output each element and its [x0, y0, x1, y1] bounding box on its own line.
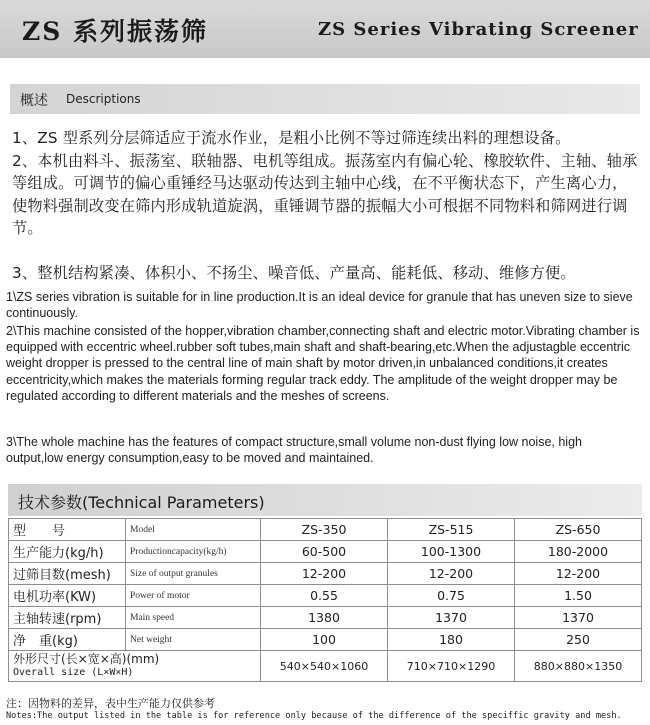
- page-title-en: ZS Series Vibrating Screener: [318, 19, 639, 40]
- descriptions-label-en: Descriptions: [66, 92, 141, 106]
- param-cn-label: 电机功率(KW): [9, 585, 126, 607]
- param-value: 250: [515, 629, 642, 651]
- param-value: 60-500: [261, 541, 388, 563]
- descriptions-label-cn: 概述: [20, 93, 48, 109]
- param-value: 100-1300: [388, 541, 515, 563]
- param-size-label: [9, 651, 261, 682]
- table-row: [9, 651, 642, 682]
- param-value: 100: [261, 629, 388, 651]
- param-value: 1370: [388, 607, 515, 629]
- table-row: [9, 607, 642, 629]
- param-value: 1.50: [515, 585, 642, 607]
- param-value: ZS-650: [515, 519, 642, 541]
- param-cn-label: 外形尺寸(长×宽×高)(mm): [13, 652, 160, 666]
- table-row: [9, 629, 642, 651]
- param-value: 180-2000: [515, 541, 642, 563]
- cn-paragraph-3: 3、整机结构紧凑、体积小、不扬尘、噪音低、产量高、能耗低、移动、维修方便。: [12, 264, 576, 282]
- param-en-label: Overall size (L×W×H): [13, 667, 134, 678]
- descriptions-heading: [10, 84, 640, 114]
- cn-paragraph-2: 2、本机由料斗、振荡室、联轴器、电机等组成。振荡室内有偏心轮、橡胶软件、主轴、轴承等组成。可调节的偏心重锤经马达驱动传达到主轴中心线，在不平衡状态下，产生离心力，使物料强制改变在筛内形成轨道旋涡，重锤调节器的振幅大小可根据不同物料和筛网进行调节。: [12, 152, 638, 238]
- param-value: 12-200: [261, 563, 388, 585]
- technical-title: 技术参数(Technical Parameters): [18, 493, 265, 512]
- param-en-label: Model: [126, 519, 261, 541]
- en-paragraph-3: 3\The whole machine has the features of compact structure,small volume non-dust flying low noise, high output,low energy consumption,easy to be moved and maintained.: [6, 435, 582, 466]
- param-value: ZS-515: [388, 519, 515, 541]
- param-value: ZS-350: [261, 519, 388, 541]
- param-value: 0.55: [261, 585, 388, 607]
- param-cn-label: 生产能力(kg/h): [9, 541, 126, 563]
- page-title-cn: ZS 系列振荡筛: [22, 17, 209, 46]
- param-value: 12-200: [515, 563, 642, 585]
- param-cn-label: 型 号: [9, 519, 126, 541]
- note-en: Notes:The output listed in the table is for reference only because of the difference of the speciffic gravity and mesh.: [6, 711, 622, 721]
- param-value: 880×880×1350: [515, 651, 642, 682]
- param-cn-label: 主轴转速(rpm): [9, 607, 126, 629]
- param-en-label: Main speed: [126, 607, 261, 629]
- param-value: 12-200: [388, 563, 515, 585]
- param-en-label: Power of motor: [126, 585, 261, 607]
- table-row: [9, 519, 642, 541]
- table-row: [9, 541, 642, 563]
- param-value: 710×710×1290: [388, 651, 515, 682]
- param-value: 0.75: [388, 585, 515, 607]
- en-paragraph-2: 2\This machine consisted of the hopper,vibration chamber,connecting shaft and electric motor.Vibrating chamber is equipped with eccentric wheel.rubber soft tubes,main shaft and shaft-bearing,etc.When the adjustagble eccentric weight dropper is pressed to the central line of main shaft by motor driven,in unbalanced conditions,it creates eccentricity,which makes the materials forming regular track eddy. The amplitude of the weight dropper may be regulated according to different materials and the meshes of screens.: [6, 324, 640, 403]
- technical-heading: [8, 484, 642, 516]
- param-value: 1370: [515, 607, 642, 629]
- param-en-label: Net weight: [126, 629, 261, 651]
- param-value: 180: [388, 629, 515, 651]
- header-band: [0, 0, 650, 58]
- param-cn-label: 净 重(kg): [9, 629, 126, 651]
- table-row: [9, 585, 642, 607]
- technical-parameters-table: [8, 518, 642, 682]
- param-cn-label: 过筛目数(mesh): [9, 563, 126, 585]
- param-en-label: Productioncapacity(kg/h): [126, 541, 261, 563]
- note-cn: 注：因物料的差异，表中生产能力仅供参考: [6, 697, 215, 710]
- en-paragraph-1: 1\ZS series vibration is suitable for in line production.It is an ideal device for granule that has uneven size to sieve continuously.: [6, 290, 633, 321]
- cn-paragraph-1: 1、ZS 型系列分层筛适应于流水作业，是粗小比例不等过筛连续出料的理想设备。: [12, 129, 571, 147]
- param-value: 1380: [261, 607, 388, 629]
- param-en-label: Size of output granules: [126, 563, 261, 585]
- table-row: [9, 563, 642, 585]
- param-value: 540×540×1060: [261, 651, 388, 682]
